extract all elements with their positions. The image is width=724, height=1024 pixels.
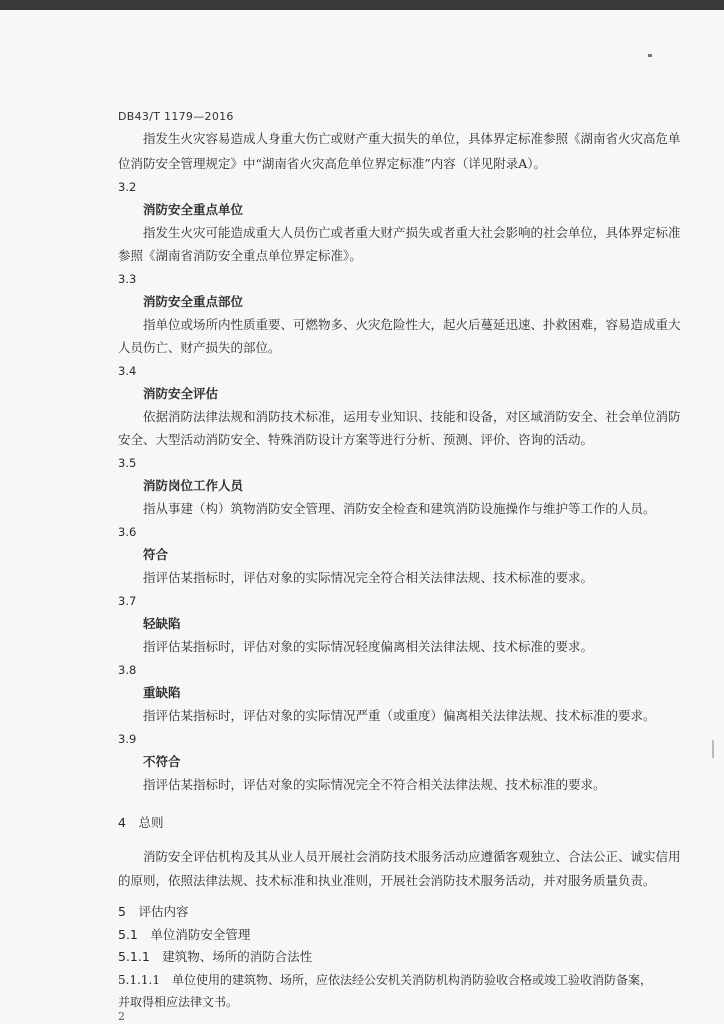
section-heading: 5 评估内容 [118,904,189,919]
term-title: 不符合 [143,754,181,769]
scan-top-edge [0,0,724,10]
clause-number: 3.7 [118,594,137,608]
clause-number: 3.9 [118,732,137,746]
term-title: 轻缺陷 [143,616,181,631]
body-line: 指评估某指标时，评估对象的实际情况轻度偏离相关法律法规、技术标准的要求。 [143,639,594,654]
body-line: 指评估某指标时，评估对象的实际情况严重（或重度）偏离相关法律法规、技术标准的要求。 [143,708,656,723]
term-title: 消防安全评估 [143,386,219,401]
body-line: 消防安全评估机构及其从业人员开展社会消防技术服务活动应遵循客观独立、合法公正、诚实信用 [143,849,681,864]
clause-number: 3.4 [118,364,137,378]
body-line: 安全、大型活动消防安全、特殊消防设计方案等进行分析、预测、评价、咨询的活动。 [118,432,594,447]
body-line: 位消防安全管理规定》中“湖南省火灾高危单位界定标准”内容（详见附录A）。 [118,156,547,171]
clause-number: 3.2 [118,180,137,194]
scan-margin-mark [712,740,714,758]
clause-number: 3.5 [118,456,137,470]
page-number: 2 [118,1010,125,1023]
body-line: 指从事建（构）筑物消防安全管理、消防安全检查和建筑消防设施操作与维护等工作的人员。 [143,501,656,516]
term-title: 消防安全重点单位 [143,202,244,217]
body-line: 参照《湖南省消防安全重点单位界定标准》。 [118,248,362,263]
clause-number: 3.6 [118,525,137,539]
document-page [0,10,724,1024]
body-line: 并取得相应法律文书。 [118,995,239,1009]
term-title: 重缺陷 [143,685,181,700]
body-line: 指评估某指标时，评估对象的实际情况完全不符合相关法律法规、技术标准的要求。 [143,777,606,792]
standard-code-header: DB43/T 1179—2016 [118,110,234,123]
subsection-heading: 5.1 单位消防安全管理 [118,927,251,942]
section-heading: 4 总则 [118,815,164,830]
clause-number: 3.8 [118,663,137,677]
subsubsection-heading: 5.1.1 建筑物、场所的消防合法性 [118,949,313,964]
body-line: 依据消防法律法规和消防技术标准，运用专业知识、技能和设备，对区域消防安全、社会单位消防 [143,409,681,424]
body-line: 指评估某指标时，评估对象的实际情况完全符合相关法律法规、技术标准的要求。 [143,570,594,585]
term-title: 消防安全重点部位 [143,294,244,309]
body-line: 指发生火灾容易造成人身重大伤亡或财产重大损失的单位，具体界定标准参照《湖南省火灾高危单 [143,131,681,146]
body-line: 的原则，依照法律法规、技术标准和执业准则，开展社会消防技术服务活动，并对服务质量负责。 [118,873,656,888]
body-line: 指单位或场所内性质重要、可燃物多、火灾危险性大，起火后蔓延迅速、扑救困难，容易造成重大 [143,317,681,332]
scan-dot [648,54,652,57]
term-title: 消防岗位工作人员 [143,478,244,493]
body-line: 人员伤亡、财产损失的部位。 [118,340,281,355]
body-line: 指发生火灾可能造成重大人员伤亡或者重大财产损失或者重大社会影响的社会单位，具体界定标准 [143,225,681,240]
clause-number: 3.3 [118,272,137,286]
body-line: 5.1.1.1 单位使用的建筑物、场所，应依法经公安机关消防机构消防验收合格或竣工验收消防备案， [118,973,652,987]
term-title: 符合 [143,547,169,562]
